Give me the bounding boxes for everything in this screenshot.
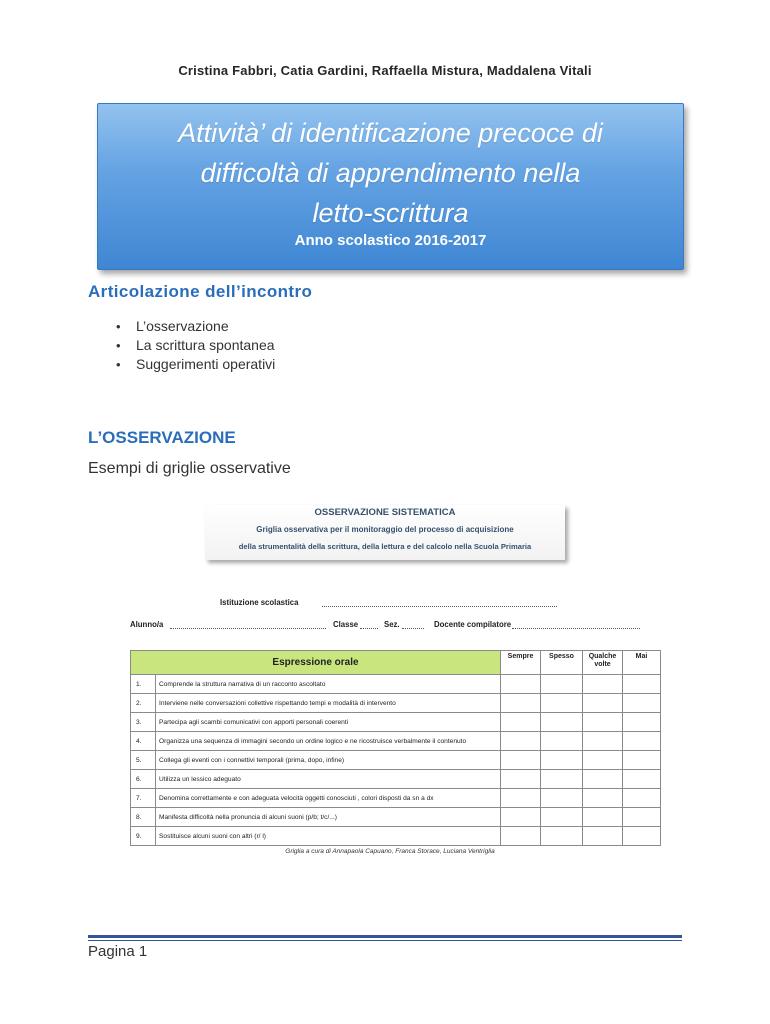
footer-divider — [88, 935, 682, 941]
table-row — [131, 827, 661, 846]
rating-cell — [623, 713, 661, 732]
alunno-label: Alunno/a — [130, 620, 164, 629]
row-text: Interviene nelle conversazioni collettive rispettando tempi e modalità di intervento — [156, 694, 501, 713]
list-item-label: Suggerimenti operativi — [136, 356, 276, 372]
rating-cell — [583, 770, 623, 789]
row-text: Collega gli eventi con i connettivi temporali (prima, dopo, infine) — [156, 751, 501, 770]
list-item-label: La scrittura spontanea — [136, 337, 275, 353]
classe-label: Classe — [333, 620, 359, 629]
rating-cell — [583, 713, 623, 732]
rating-cell — [501, 808, 541, 827]
school-year: Anno scolastico 2016-2017 — [294, 232, 487, 249]
istituzione-label: Istituzione scolastica — [220, 598, 299, 607]
table-row — [131, 694, 661, 713]
title-line-3: letto-scrittura — [312, 198, 469, 228]
section-heading-osservazione: L’OSSERVAZIONE — [88, 428, 236, 447]
row-number: 4. — [131, 732, 156, 751]
grid-banner — [205, 505, 565, 560]
rating-cell — [541, 675, 583, 694]
row-text: Sostituisce alcuni suoni con altri (r/ l) — [156, 827, 501, 846]
rating-cell — [501, 827, 541, 846]
rating-cell — [541, 732, 583, 751]
rating-cell — [501, 713, 541, 732]
docente-label: Docente compilatore — [434, 620, 512, 629]
rating-cell — [541, 751, 583, 770]
column-header-mai: Mai — [623, 651, 661, 675]
docente-leader — [512, 628, 640, 629]
rating-cell — [583, 789, 623, 808]
table-row — [131, 713, 661, 732]
row-text: Utilizza un lessico adeguato — [156, 770, 501, 789]
observation-grid — [130, 650, 661, 846]
rating-cell — [583, 675, 623, 694]
column-header-spesso: Spesso — [541, 651, 583, 675]
rating-cell — [541, 789, 583, 808]
section-subheading: Esempi di griglie osservative — [88, 460, 291, 477]
title-text — [98, 104, 683, 233]
rating-cell — [541, 770, 583, 789]
banner-line-2: Griglia osservativa per il monitoraggio del processo di acquisizione — [256, 525, 514, 534]
rating-cell — [623, 694, 661, 713]
row-number: 7. — [131, 789, 156, 808]
bullet-icon: • — [116, 319, 121, 334]
table-row — [131, 808, 661, 827]
row-text: Denomina correttamente e con adeguata velocità oggetti conosciuti , colori disposti da sn a dx — [156, 789, 501, 808]
section-heading-articolazione: Articolazione dell’incontro — [88, 282, 313, 301]
rating-cell — [623, 751, 661, 770]
row-number: 5. — [131, 751, 156, 770]
banner-line-3: della strumentalità della scrittura, della lettura e del calcolo nella Scuola Primaria — [238, 542, 532, 551]
table-row — [131, 675, 661, 694]
row-number: 6. — [131, 770, 156, 789]
rating-cell — [501, 732, 541, 751]
sez-leader — [402, 628, 424, 629]
rating-cell — [583, 808, 623, 827]
rating-cell — [623, 808, 661, 827]
rating-cell — [501, 751, 541, 770]
table-header-espressione: Espressione orale — [131, 651, 501, 675]
row-number: 2. — [131, 694, 156, 713]
list-item — [116, 355, 275, 374]
row-number: 3. — [131, 713, 156, 732]
rating-cell — [583, 694, 623, 713]
rating-cell — [623, 827, 661, 846]
rating-cell — [541, 694, 583, 713]
title-box — [97, 103, 684, 270]
row-text: Organizza una sequenza di immagini secondo un ordine logico e ne ricostruisce verbalmente il contenuto — [156, 732, 501, 751]
grid-caption: Griglia a cura di Annapaola Capuano, Franca Storace, Luciana Ventriglia — [285, 848, 495, 855]
list-item — [116, 336, 275, 355]
rating-cell — [541, 808, 583, 827]
rating-cell — [583, 827, 623, 846]
classe-leader — [360, 628, 378, 629]
row-number: 1. — [131, 675, 156, 694]
rating-cell — [623, 675, 661, 694]
row-text: Manifesta difficoltà nella pronuncia di alcuni suoni (p/b; t/c/...) — [156, 808, 501, 827]
column-header-sempre: Sempre — [501, 651, 541, 675]
title-line-2: difficoltà di apprendimento nella — [200, 158, 581, 188]
rating-cell — [623, 789, 661, 808]
rating-cell — [501, 789, 541, 808]
row-text: Comprende la struttura narrativa di un racconto ascoltato — [156, 675, 501, 694]
bullet-icon: • — [116, 357, 121, 372]
row-number: 8. — [131, 808, 156, 827]
alunno-leader — [170, 628, 326, 629]
row-number: 9. — [131, 827, 156, 846]
table-row — [131, 770, 661, 789]
rating-cell — [583, 732, 623, 751]
rating-cell — [583, 751, 623, 770]
table-row — [131, 732, 661, 751]
table-row — [131, 751, 661, 770]
rating-cell — [623, 770, 661, 789]
istituzione-leader — [322, 606, 557, 607]
page-number: Pagina 1 — [88, 943, 148, 960]
rating-cell — [501, 770, 541, 789]
rating-cell — [501, 694, 541, 713]
rating-cell — [623, 732, 661, 751]
rating-cell — [501, 675, 541, 694]
rating-cell — [541, 827, 583, 846]
list-item-label: L’osservazione — [136, 318, 229, 334]
rating-cell — [541, 713, 583, 732]
bullet-icon: • — [116, 338, 121, 353]
table-header-row — [131, 651, 661, 675]
table-row — [131, 789, 661, 808]
column-header-qualche-volte: Qualche volte — [583, 651, 623, 675]
agenda-list — [116, 317, 275, 374]
row-text: Partecipa agli scambi comunicativi con apporti personali coerenti — [156, 713, 501, 732]
banner-title: OSSERVAZIONE SISTEMATICA — [314, 507, 456, 518]
title-line-1: Attività’ di identificazione precoce di — [178, 118, 603, 148]
sez-label: Sez. — [384, 620, 400, 629]
list-item — [116, 317, 275, 336]
authors-line: Cristina Fabbri, Catia Gardini, Raffaella Mistura, Maddalena Vitali — [178, 63, 592, 78]
